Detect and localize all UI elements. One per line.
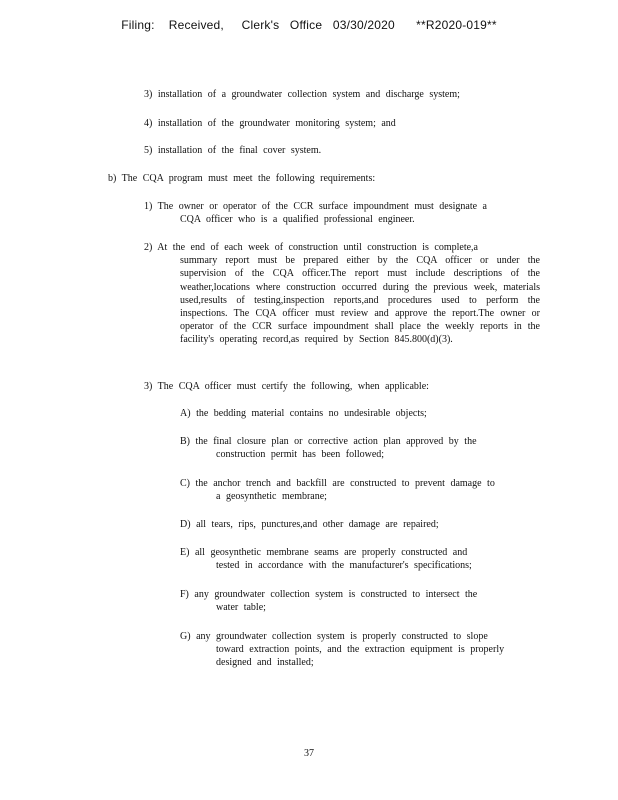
item-label: 1)	[144, 201, 153, 212]
item-label: 4)	[144, 118, 153, 129]
sub-item-text: the bedding material contains no undesirable objects;	[196, 408, 427, 419]
sub-item-text-first-line: the final closure plan or corrective action plan approved by the	[195, 436, 477, 447]
sub-list-item	[180, 588, 520, 614]
sub-item-label: B)	[180, 436, 190, 447]
sub-list-item	[180, 435, 520, 461]
sub-item-text-continuation: tested in accordance with the manufacturer's specifications;	[216, 560, 472, 572]
list-item	[144, 380, 544, 393]
item-text-first-line: The owner or operator of the CCR surface impoundment must designate a	[157, 201, 487, 212]
list-item	[144, 88, 544, 101]
sub-list-item	[180, 407, 520, 420]
item-text-continuation: CQA officer who is a qualified professional engineer.	[180, 214, 415, 226]
sub-item-text-continuation: water table;	[216, 602, 266, 614]
list-item	[144, 200, 544, 226]
page-number: 37	[304, 748, 314, 759]
item-label: 3)	[144, 89, 153, 100]
sub-item-text-first-line: all geosynthetic membrane seams are properly constructed and	[194, 547, 468, 558]
item-text-first-line: At the end of each week of construction until construction is complete,a	[157, 242, 478, 253]
sub-item-text-first-line: any groundwater collection system is constructed to intersect the	[194, 589, 478, 600]
sub-item-text-first-line: the anchor trench and backfill are constructed to prevent damage to	[195, 478, 495, 489]
sub-item-label: D)	[180, 519, 191, 530]
sub-item-label: F)	[180, 589, 189, 600]
sub-item-label: A)	[180, 408, 191, 419]
sub-item-text-first-line: any groundwater collection system is properly constructed to slope	[196, 631, 488, 642]
item-text: installation of the final cover system.	[157, 145, 322, 156]
sub-item-label: G)	[180, 631, 191, 642]
filing-header: Filing: Received, Clerk's Office 03/30/2020 **R2020-019**	[121, 18, 497, 32]
list-item	[144, 117, 544, 130]
sub-list-item	[180, 630, 530, 670]
item-label: 2)	[144, 242, 153, 253]
sub-item-label: C)	[180, 478, 190, 489]
sub-item-text-continuation: a geosynthetic membrane;	[216, 491, 327, 503]
section-b-heading	[108, 172, 528, 185]
list-item	[144, 144, 544, 157]
list-item	[144, 241, 544, 347]
sub-item-text-continuation: construction permit has been followed;	[216, 449, 385, 461]
item-text-continuation: summary report must be prepared either by the CQA officer or under the supervision of the CQA officer.The report must include descriptions of the weather,locations where construction occurred during the previous week, materials used,results of testing,inspection reports,and procedures used to perform the inspections. The CQA officer must review and approve the report.The owner or operator of the CCR surface impoundment shall place the weekly reports in the facility's operating record,as required by Section 845.800(d)(3).	[180, 255, 540, 346]
sub-list-item	[180, 546, 520, 572]
item-text: installation of a groundwater collection system and discharge system;	[157, 89, 460, 100]
item-text: installation of the groundwater monitoring system; and	[157, 118, 396, 129]
section-text: The CQA program must meet the following requirements:	[121, 173, 376, 184]
sub-item-text-continuation: toward extraction points, and the extraction equipment is properly designed and installed;	[216, 644, 505, 669]
section-label: b)	[108, 173, 117, 184]
item-label: 5)	[144, 145, 153, 156]
item-text: The CQA officer must certify the following, when applicable:	[157, 381, 429, 392]
sub-list-item	[180, 518, 520, 531]
item-label: 3)	[144, 381, 153, 392]
sub-list-item	[180, 477, 530, 503]
sub-item-text: all tears, rips, punctures,and other damage are repaired;	[196, 519, 439, 530]
sub-item-label: E)	[180, 547, 190, 558]
